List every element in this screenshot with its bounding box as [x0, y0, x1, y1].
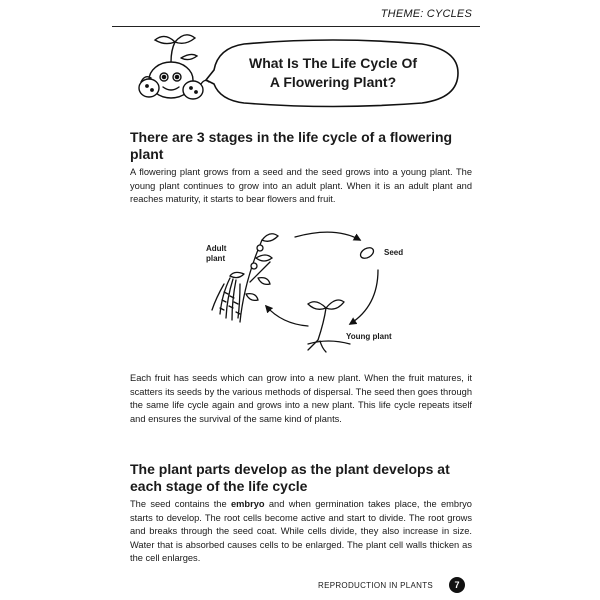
section2-paragraph [130, 498, 472, 566]
seed-drawing [359, 246, 376, 261]
section1-heading: There are 3 stages in the life cycle of a flowering plant [130, 129, 453, 162]
page-title [226, 54, 440, 92]
arrow-adult-to-seed [295, 232, 360, 240]
arrow-young-to-adult [266, 306, 308, 326]
adult-plant-label [206, 244, 226, 264]
arrow-seed-to-young [350, 270, 378, 324]
young-plant-label: Young plant [346, 332, 392, 341]
section2-heading: The plant parts develop as the plant develops at each stage of the life cycle [130, 461, 450, 494]
adult-label-line-1: Adult [206, 244, 227, 253]
embryo-term: embryo [230, 499, 265, 509]
title-line-1: What Is The Life Cycle Of [248, 55, 418, 71]
section1-paragraph1: A flowering plant grows from a seed and the seed grows into a young plant. The young plant continues to grow into an adult plant. When it is an adult plant and reaches maturity, it starts to bear flowers and fruit. [130, 167, 472, 205]
section1-paragraph2: Each fruit has seeds which can grow into a new plant. When the fruit matures, it scatters its seeds by the various methods of dispersal. The seed then goes through the same life cycle again and grows into a new plant. This life cycle repeats itself and ensures the survival of the same kind of plants. [130, 373, 472, 424]
footer-section-label: REPRODUCTION IN PLANTS [318, 581, 434, 590]
title-line-2: A Flowering Plant? [269, 74, 397, 90]
seed-label: Seed [384, 248, 404, 257]
adult-label-line-2: plant [206, 254, 226, 263]
theme-label: THEME: CYCLES [380, 8, 472, 20]
top-rule [112, 26, 480, 27]
page-number-badge: 7 [449, 577, 465, 593]
young-plant-drawing [308, 300, 350, 352]
paragraph-text-after: and when germination takes place, the embryo starts to develop. The root cells become active and start to divide. The root grows and breaks through the seed coat. While cells divide, they also increase in size. Water that is absorbed causes cells to be enlarged. The plant cell walls thicken as the cell enlarges. [130, 499, 472, 564]
paragraph-text-before: The seed contains the [130, 499, 231, 509]
